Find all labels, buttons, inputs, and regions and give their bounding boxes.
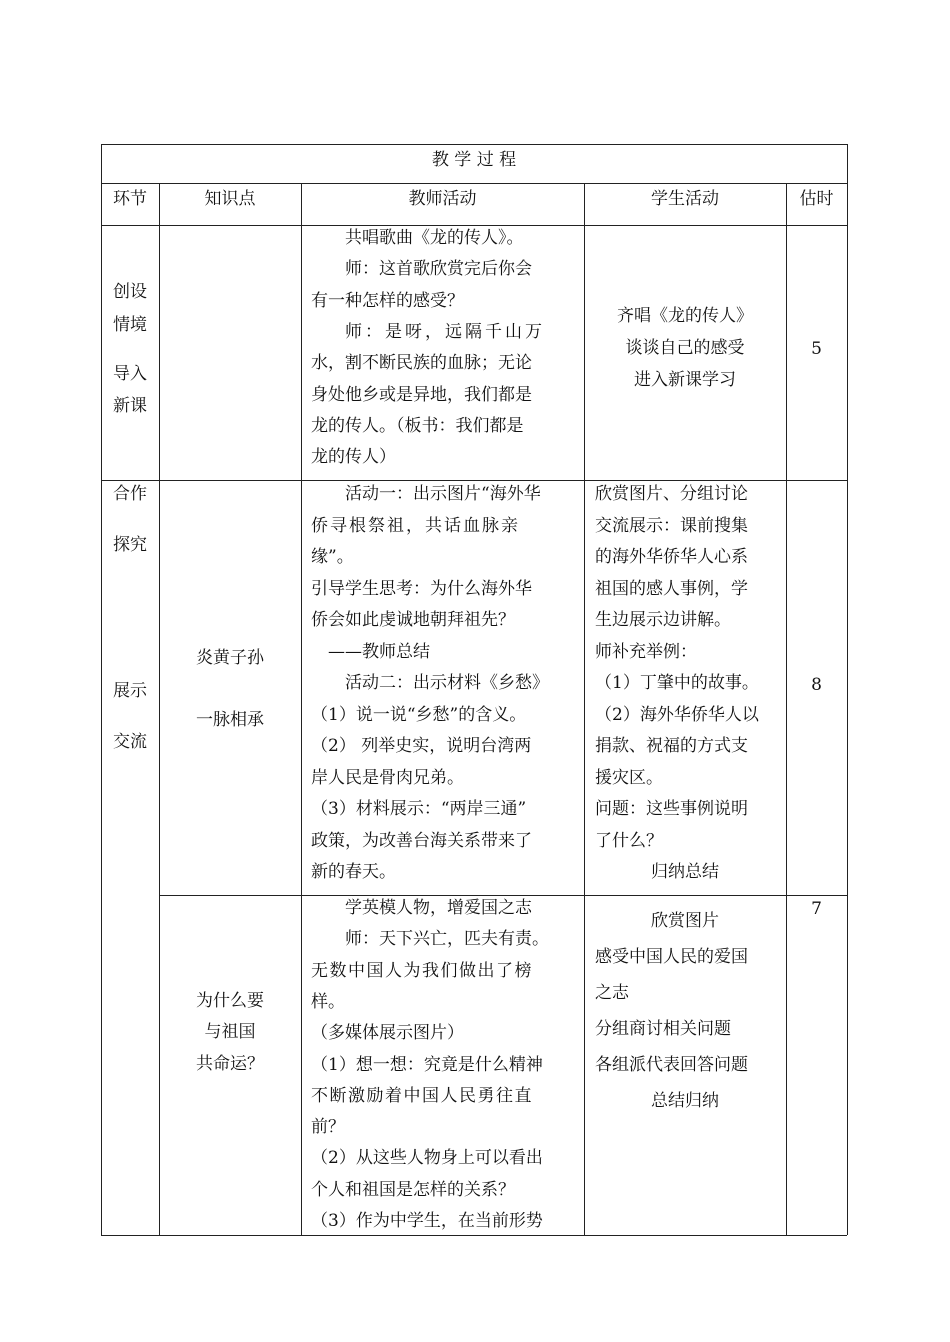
table-rule [101,225,847,226]
teacher-activity-line: （3）作为中学生，在当前形势 [311,1211,543,1231]
teacher-activity-line: 身处他乡或是异地，我们都是 [311,384,532,405]
stage-label: 合作 [113,484,147,504]
table-rule [101,480,847,481]
teacher-activity-line: 水，割不断民族的血脉；无论 [311,353,532,374]
student-activity-line: （2）海外华侨华人以 [595,704,759,725]
teacher-activity-line: 政策，为改善台海关系带来了 [311,830,532,851]
estimated-time: 5 [811,339,822,359]
column-header: 知识点 [204,189,256,209]
stage-label: 导入 [113,364,147,384]
student-activity-line: 欣赏图片 [651,911,719,931]
student-activity-line: 援灾区。 [595,767,663,788]
student-activity-line: 各组派代表回答问题 [595,1055,748,1075]
teacher-activity-line: 学英模人物，增爱国之志 [345,898,532,918]
student-activity-line: 祖国的感人事例，学 [595,578,748,599]
stage-label: 展示 [113,681,147,701]
knowledge-point: 一脉相承 [196,710,264,730]
column-header: 环节 [113,189,147,209]
student-activity-line: 归纳总结 [651,862,719,882]
teacher-activity-line: 活动二：出示材料《乡愁》 [345,673,549,693]
teacher-activity-line: 个人和祖国是怎样的关系？ [311,1179,515,1200]
table-border-top [101,144,847,145]
student-activity-line: 生边展示边讲解。 [595,610,731,630]
teacher-activity-line: 新的春天。 [311,862,396,882]
stage-label: 交流 [113,732,147,752]
student-activity-line: 师补充举例： [595,641,697,662]
teacher-activity-line: 师：天下兴亡，匹夫有责。 [345,929,549,950]
column-header: 估时 [799,189,834,209]
teacher-activity-line: 龙的传人。（板书：我们都是 [311,415,524,436]
teacher-activity-line: （多媒体展示图片） [311,1023,464,1044]
student-activity-line: 问题：这些事例说明 [595,799,748,819]
teacher-activity-line: 无数中国人为我们做出了榜 [311,960,533,981]
teacher-activity-line: （3）材料展示：“两岸三通” [311,799,527,819]
table-rule [101,183,847,184]
teacher-activity-line: 引导学生思考：为什么海外华 [311,578,532,599]
student-activity-line: （1）丁肇中的故事。 [595,673,759,693]
student-activity-line: 捐款、祝福的方式支 [595,736,748,756]
teacher-activity-line: 侨寻根祭祖，共话血脉亲 [311,515,520,536]
teacher-activity-line: 活动一：出示图片“海外华 [345,484,541,504]
stage-label: 创设 [113,282,147,302]
student-activity-line: 了什么？ [595,830,663,851]
student-activity-line: 进入新课学习 [634,370,736,390]
knowledge-point: 与祖国 [204,1022,256,1042]
estimated-time: 8 [811,675,822,695]
teacher-activity-line: （2） 列举史实，说明台湾两 [311,736,532,756]
column-header: 教师活动 [408,189,477,209]
knowledge-point: 为什么要 [196,991,264,1011]
table-border-bottom [101,1235,847,1236]
teacher-activity-line: 共唱歌曲《龙的传人》。 [345,228,524,248]
teacher-activity-line: 师：这首歌欣赏完后你会 [345,259,532,280]
teacher-activity-line: 师：是呀，远隔千山万 [345,321,545,342]
teacher-activity-line: 侨会如此虔诚地朝拜祖先？ [311,610,515,630]
student-activity-line: 的海外华侨华人心系 [595,547,748,567]
student-activity-line: 交流展示：课前搜集 [595,515,748,536]
teacher-activity-line: （1）说一说“乡愁”的含义。 [311,704,527,725]
teacher-activity-line: 前？ [311,1117,345,1138]
stage-label: 新课 [113,396,147,416]
teacher-activity-line: ——教师总结 [328,641,430,662]
student-activity-line: 总结归纳 [651,1091,719,1111]
teacher-activity-line: 缘”。 [311,547,354,567]
student-activity-line: 分组商讨相关问题 [595,1019,731,1039]
column-divider [301,183,302,1235]
teacher-activity-line: 不断激励着中国人民勇往直 [311,1085,533,1106]
student-activity-line: 齐唱《龙的传人》 [617,306,753,326]
knowledge-point: 共命运？ [196,1054,264,1074]
stage-label: 探究 [113,535,147,555]
teacher-activity-line: 龙的传人） [311,447,396,468]
teacher-activity-line: （1）想一想：究竟是什么精神 [311,1054,543,1075]
student-activity-line: 感受中国人民的爱国 [595,947,748,967]
teacher-activity-line: 有一种怎样的感受？ [311,290,464,311]
student-activity-line: 欣赏图片、分组讨论 [595,484,748,504]
knowledge-point: 炎黄子孙 [196,648,264,668]
stage-label: 情境 [113,315,147,335]
column-divider [159,183,160,1235]
estimated-time: 7 [811,899,822,919]
student-activity-line: 之志 [595,983,629,1003]
teacher-activity-line: （2）从这些人物身上可以看出 [311,1148,543,1169]
column-header: 学生活动 [651,189,719,209]
teacher-activity-line: 样。 [311,991,345,1012]
teacher-activity-line: 岸人民是骨肉兄弟。 [311,767,464,788]
table-rule [159,895,847,896]
student-activity-line: 谈谈自己的感受 [625,338,745,358]
table-title: 教 学 过 程 [431,150,517,170]
